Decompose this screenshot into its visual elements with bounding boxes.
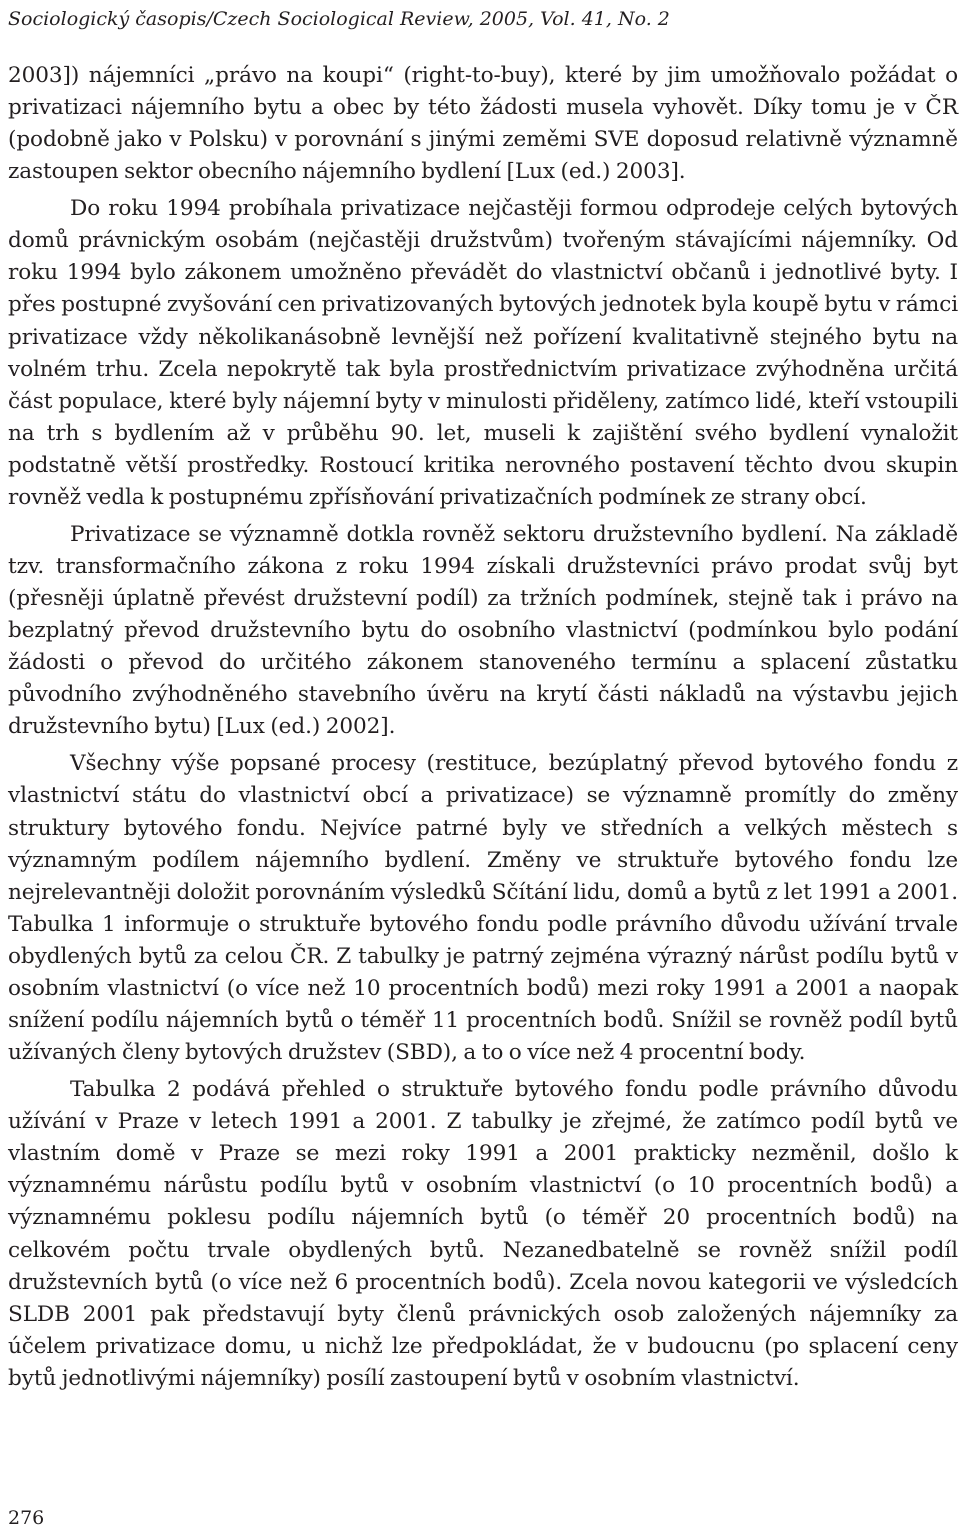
page-number: 276: [8, 1507, 45, 1529]
paragraph-1: 2003]) nájemníci „právo na koupi“ (right-to-buy), které by jim umožňovalo požádat o privatizaci nájemního bytu a obec by této žádosti musela vyhovět. Díky tomu je v ČR (podobně jako v Polsku) v porovnání s jinými zeměmi SVE doposud relativně významně zastoupen sektor obecního nájemního bydlení [Lux (ed.) 2003].: [8, 63, 958, 185]
paragraph-3: Privatizace se významně dotkla rovněž sektoru družstevního bydlení. Na základě tzv. transformačního zákona z roku 1994 získali družstevníci právo prodat svůj byt (přesněji úplatně převést družstevní podíl) za tržních podmínek, stejně tak i právo na bezplatný převod družstevního bytu do osobního vlastnictví (podmínkou bylo podání žádosti o převod do určitého zákonem stanoveného termínu a splacení zůstatku původního zvýhodněného stavebního úvěru na krytí části nákladů na výstavbu jejich družstevního bytu) [Lux (ed.) 2002].: [8, 521, 958, 740]
paragraph-5: Tabulka 2 podává přehled o struktuře bytového fondu podle právního důvodu užívání v Praze v letech 1991 a 2001. Z tabulky je zřejmé, že zatímco podíl bytů ve vlastním domě v Praze se mezi roky 1991 a 2001 prakticky nezměnil, došlo k významnému nárůstu podílu bytů v osobním vlastnictví (o 10 procentních bodů) a významnému poklesu podílu nájemních bytů (o téměř 20 procentních bodů) na celkovém počtu trvale obydlených bytů. Nezanedbatelně se rovněž snížil podíl družstevních bytů (o více než 6 procentních bodů). Zcela novou kategorii ve výsledcích SLDB 2001 pak představují byty členů právnických osob založených nájemníky za účelem privatizace domu, u nichž lze předpokládat, že v budoucnu (po splacení ceny bytů jednotlivými nájemníky) posílí zastoupení bytů v osobním vlastnictví.: [8, 1077, 958, 1391]
paragraph-2: Do roku 1994 probíhala privatizace nejčastěji formou odprodeje celých bytových domů právnickým osobám (nejčastěji družstvům) tvořeným stávajícími nájemníky. Od roku 1994 bylo zákonem umožněno převádět do vlastnictví občanů i jednotlivé byty. I přes postupné zvyšování cen privatizovaných bytových jednotek byla koupě bytu v rámci privatizace vždy několikanásobně levnější než pořízení kvalitativně stejného bytu na volném trhu. Zcela nepokrytě tak byla prostřednictvím privatizace zvýhodněna určitá část populace, které byly nájemní byty v minulosti přiděleny, zatímco lidé, kteří vstoupili na trh s bydlením až v průběhu 90. let, museli k zajištění svého bydlení vynaložit podstatně větší prostředky. Rostoucí kritika nerovného postavení těchto dvou skupin rovněž vedla k postupnému zpřísňování privatizačních podmínek ze strany obcí.: [8, 196, 958, 511]
paragraph-4: Všechny výše popsané procesy (restituce, bezúplatný převod bytového fondu z vlastnictví státu do vlastnictví obcí a privatizace) se významně promítly do změny struktury bytového fondu. Nejvíce patrné byly ve středních a velkých městech s významným podílem nájemního bydlení. Změny ve struktuře bytového fondu lze nejrelevantněji doložit porovnáním výsledků Sčítání lidu, domů a bytů z let 1991 a 2001. Tabulka 1 informuje o struktuře bytového fondu podle právního důvodu užívání trvale obydlených bytů za celou ČR. Z tabulky je patrný zejména výrazný nárůst podílu bytů v osobním vlastnictví (o více než 10 procentních bodů) mezi roky 1991 a 2001 a naopak snížení podílu nájemních bytů o téměř 11 procentních bodů. Snížil se rovněž podíl bytů užívaných členy bytových družstev (SBD), a to o více než 4 procentní body.: [8, 751, 958, 1066]
article-body: [8, 60, 958, 1400]
running-header: Sociologický časopis/Czech Sociological Review, 2005, Vol. 41, No. 2: [8, 8, 670, 30]
